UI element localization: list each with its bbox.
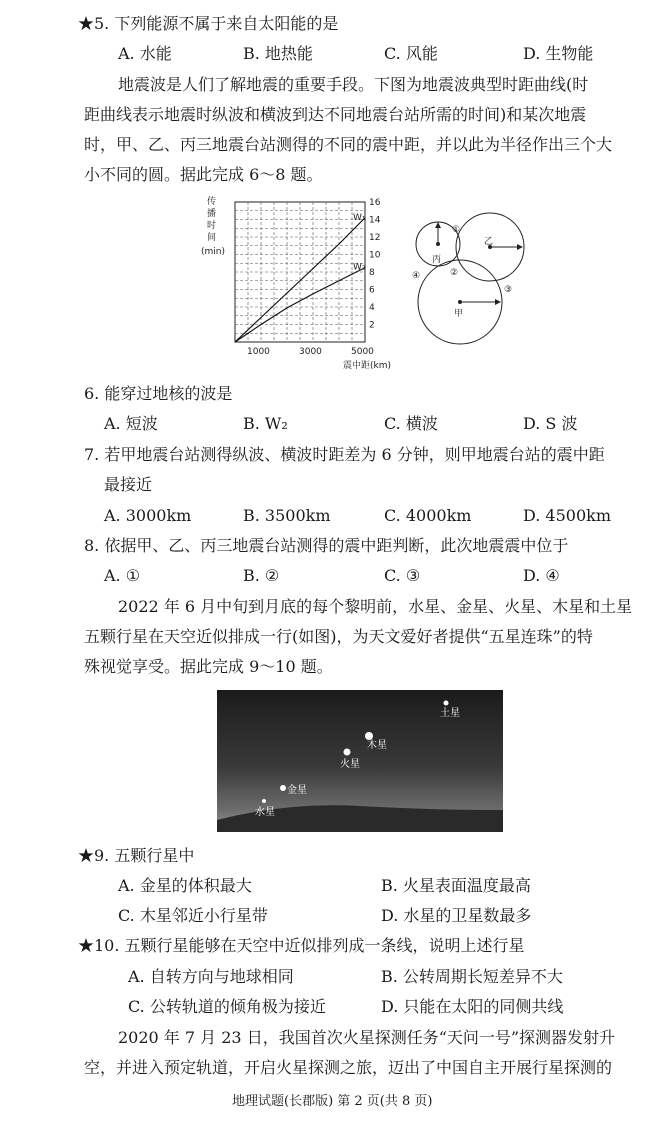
point-label-2: ② bbox=[450, 268, 459, 278]
passage3-line-2: 空，并进入预定轨道，开启火星探测之旅，迈出了中国自主开展行星探测的 bbox=[84, 1058, 613, 1077]
q5-option-a: A. 水能 bbox=[118, 44, 172, 63]
q7-stem-line-1: 7. 若甲地震台站测得纵波、横波时距差为 6 分钟，则甲地震台站的震中距 bbox=[84, 445, 605, 464]
yi-label: 乙 bbox=[484, 237, 494, 247]
q8-option-d: D. ④ bbox=[523, 566, 560, 585]
y-tick-label: 12 bbox=[369, 233, 381, 243]
q5-option-d: D. 生物能 bbox=[523, 44, 594, 63]
passage1-line-3: 时，甲、乙、丙三地震台站测得的不同的震中距，并以此为半径作出三个大 bbox=[84, 135, 613, 154]
mercury-dot bbox=[262, 799, 266, 803]
mercury-label: 水星 bbox=[255, 807, 275, 818]
point-label-1: ① bbox=[452, 225, 461, 235]
x-tick-label: 3000 bbox=[299, 347, 322, 357]
mars-dot bbox=[344, 749, 351, 756]
q7-option-d: D. 4500km bbox=[523, 506, 612, 525]
venus-label: 金星 bbox=[287, 785, 307, 796]
q8-option-b: B. ② bbox=[243, 566, 280, 585]
q10-option-c: C. 公转轨道的倾角极为接近 bbox=[128, 997, 326, 1016]
q7-option-b: B. 3500km bbox=[243, 506, 331, 525]
q6-option-b: B. W₂ bbox=[243, 414, 288, 433]
y-tick-label: 2 bbox=[369, 320, 375, 331]
jupiter-dot bbox=[365, 732, 373, 740]
jupiter-label: 木星 bbox=[367, 740, 387, 751]
q10-stem: ★10. 五颗行星能够在天空中近似排列成一条线，说明上述行星 bbox=[78, 936, 525, 955]
passage1-line-4: 小不同的圆。据此完成 6～8 题。 bbox=[84, 165, 323, 184]
q5-option-c: C. 风能 bbox=[384, 44, 438, 63]
x-tick-label: 5000 bbox=[351, 347, 374, 357]
q9-option-a: A. 金星的体积最大 bbox=[118, 876, 252, 895]
point-label-3: ③ bbox=[504, 285, 513, 295]
series-label-1: W₁ bbox=[353, 212, 366, 223]
passage2-line-2: 五颗行星在天空近似排成一行(如图)，为天文爱好者提供“五星连珠”的特 bbox=[84, 627, 593, 646]
saturn-dot bbox=[444, 701, 449, 706]
q8-option-c: C. ③ bbox=[384, 566, 421, 585]
y-tick-label: 4 bbox=[369, 303, 375, 313]
q10-option-d: D. 只能在太阳的同侧共线 bbox=[381, 997, 564, 1016]
y-tick-label: 6 bbox=[369, 285, 375, 296]
y-tick-label: 8 bbox=[369, 268, 375, 278]
q6-option-a: A. 短波 bbox=[104, 414, 158, 433]
x-tick-label: 1000 bbox=[247, 347, 270, 357]
q8-stem: 8. 依据甲、乙、丙三地震台站测得的震中距判断，此次地震震中位于 bbox=[84, 536, 569, 555]
passage2-line-1: 2022 年 6 月中旬到月底的每个黎明前，水星、金星、火星、木星和土星 bbox=[118, 597, 633, 616]
q9-stem: ★9. 五颗行星中 bbox=[78, 846, 195, 865]
bing-arrow-icon bbox=[435, 222, 441, 228]
point-label-4: ④ bbox=[412, 271, 421, 281]
q8-option-a: A. ① bbox=[104, 566, 141, 585]
q5-option-b: B. 地热能 bbox=[243, 44, 313, 63]
passage3-line-1: 2020 年 7 月 23 日，我国首次火星探测任务“天问一号”探测器发射升 bbox=[118, 1028, 616, 1047]
q7-option-a: A. 3000km bbox=[104, 506, 192, 525]
yi-arrow-icon bbox=[517, 244, 523, 250]
y-axis-label-4: 间 bbox=[207, 233, 217, 243]
q9-option-b: B. 火星表面温度最高 bbox=[381, 876, 531, 895]
q7-option-c: C. 4000km bbox=[384, 506, 472, 525]
q5-stem: ★5. 下列能源不属于来自太阳能的是 bbox=[78, 14, 339, 33]
passage2-line-3: 殊视觉享受。据此完成 9～10 题。 bbox=[84, 657, 333, 676]
q6-stem: 6. 能穿过地核的波是 bbox=[84, 384, 233, 403]
q9-option-c: C. 木星邻近小行星带 bbox=[118, 906, 268, 925]
series-label-2: W₂ bbox=[353, 262, 366, 273]
page-footer: 地理试题(长郡版) 第 2 页(共 8 页) bbox=[232, 1094, 433, 1109]
x-axis-label: 震中距(km) bbox=[343, 361, 392, 371]
y-axis-label-2: 播 bbox=[207, 209, 217, 219]
q6-option-d: D. S 波 bbox=[523, 414, 578, 433]
travel-time-chart bbox=[195, 192, 410, 372]
seismic-circles-diagram bbox=[410, 212, 530, 347]
mars-label: 火星 bbox=[340, 759, 360, 770]
passage1-line-2: 距曲线表示地震时纵波和横波到达不同地震台站所需的时间)和某次地震 bbox=[84, 105, 587, 124]
bing-label: 丙 bbox=[432, 255, 442, 265]
q7-stem-line-2: 最接近 bbox=[104, 475, 153, 494]
y-tick-label: 10 bbox=[369, 250, 381, 261]
y-tick-label: 14 bbox=[369, 215, 381, 226]
q9-option-d: D. 水星的卫星数最多 bbox=[381, 906, 532, 925]
y-axis-label-1: 传 bbox=[207, 197, 217, 207]
y-axis-label-unit: (min) bbox=[201, 247, 225, 257]
passage1-line-1: 地震波是人们了解地震的重要手段。下图为地震波典型时距曲线(时 bbox=[118, 75, 589, 94]
five-planets-photo bbox=[217, 690, 503, 832]
jia-arrow-icon bbox=[495, 299, 501, 305]
y-axis-label-3: 时 bbox=[207, 221, 217, 231]
q10-option-b: B. 公转周期长短差异不大 bbox=[381, 967, 563, 986]
q10-option-a: A. 自转方向与地球相同 bbox=[128, 967, 294, 986]
venus-dot bbox=[280, 785, 286, 791]
y-tick-label: 16 bbox=[369, 198, 381, 208]
jia-label: 甲 bbox=[454, 309, 464, 319]
saturn-label: 土星 bbox=[440, 708, 460, 719]
q6-option-c: C. 横波 bbox=[384, 414, 438, 433]
